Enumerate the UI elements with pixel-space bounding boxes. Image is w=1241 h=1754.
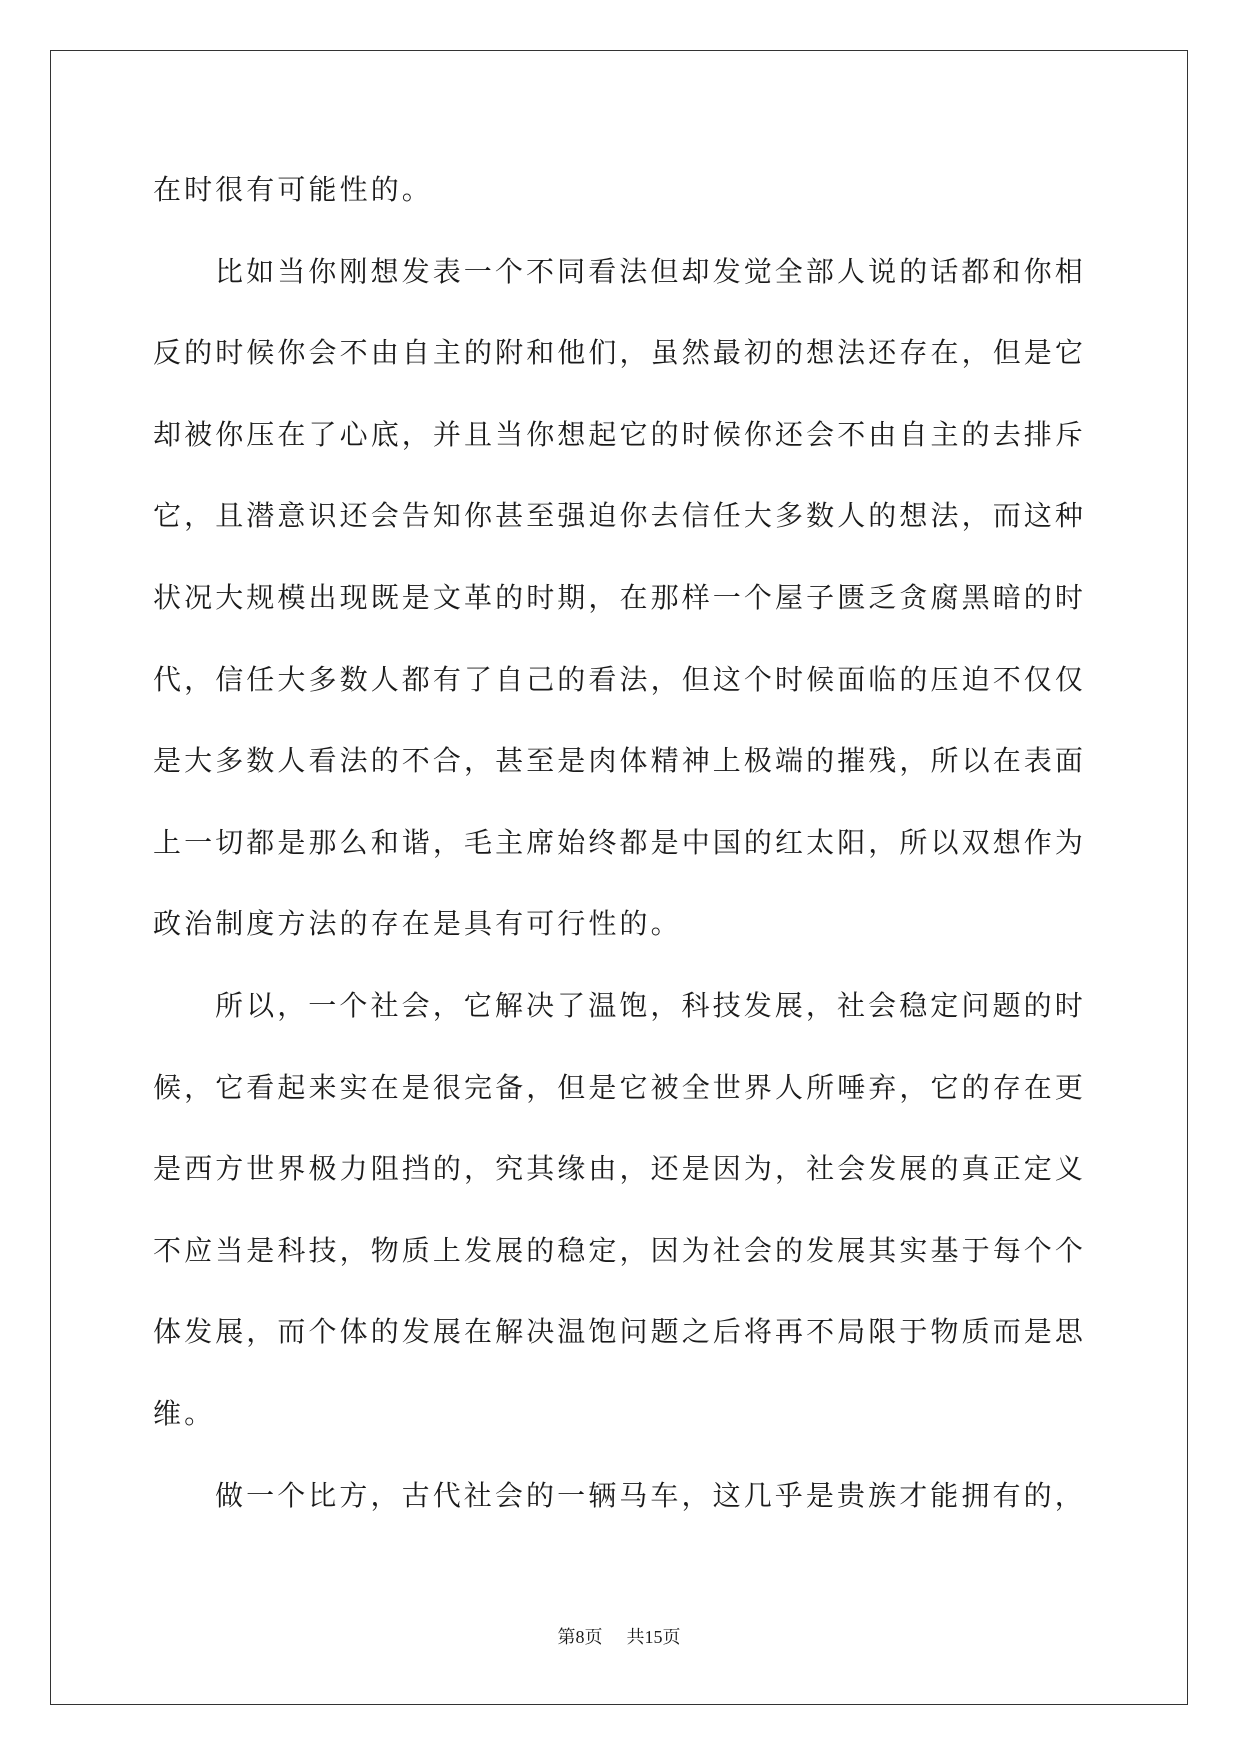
paragraph	[153, 231, 1113, 965]
text-line: 上一切都是那么和谐，毛主席始终都是中国的红太阳，所以双想作为	[153, 825, 1087, 859]
text-line: 做一个比方，古代社会的一辆马车，这几乎是贵族才能拥有的，	[215, 1478, 1086, 1512]
text-line: 反的时候你会不由自主的附和他们，虽然最初的想法还存在，但是它	[153, 336, 1087, 370]
text-line: 维。	[153, 1396, 216, 1430]
page-number: 第8页	[557, 1627, 603, 1647]
text-line: 状况大规模出现既是文革的时期，在那样一个屋子匮乏贪腐黑暗的时	[153, 580, 1087, 614]
page-total: 共15页	[626, 1627, 681, 1647]
text-line: 所以，一个社会，它解决了温饱，科技发展，社会稳定问题的时	[215, 988, 1086, 1022]
text-line: 它，且潜意识还会告知你甚至强迫你去信任大多数人的想法，而这种	[153, 499, 1087, 533]
text-line: 代，信任大多数人都有了自己的看法，但这个时候面临的压迫不仅仅	[153, 662, 1087, 696]
paragraph	[153, 1455, 1113, 1537]
text-line: 候，它看起来实在是很完备，但是它被全世界人所唾弃，它的存在更	[153, 1070, 1087, 1104]
text-line: 政治制度方法的存在是具有可行性的。	[153, 907, 682, 941]
text-line: 不应当是科技，物质上发展的稳定，因为社会的发展其实基于每个个	[153, 1233, 1087, 1267]
text-line: 体发展，而个体的发展在解决温饱问题之后将再不局限于物质而是思	[153, 1315, 1087, 1349]
page-footer	[50, 1624, 1188, 1650]
paragraph	[153, 965, 1113, 1455]
text-line: 比如当你刚想发表一个不同看法但却发觉全部人说的话都和你相	[215, 254, 1086, 288]
body-text	[153, 149, 1113, 1536]
text-line: 是西方世界极力阻挡的，究其缘由，还是因为，社会发展的真正定义	[153, 1152, 1087, 1186]
text-line: 是大多数人看法的不合，甚至是肉体精神上极端的摧残，所以在表面	[153, 744, 1087, 778]
paragraph	[153, 149, 1113, 231]
text-line: 在时很有可能性的。	[153, 173, 433, 206]
text-line: 却被你压在了心底，并且当你想起它的时候你还会不由自主的去排斥	[153, 417, 1087, 451]
